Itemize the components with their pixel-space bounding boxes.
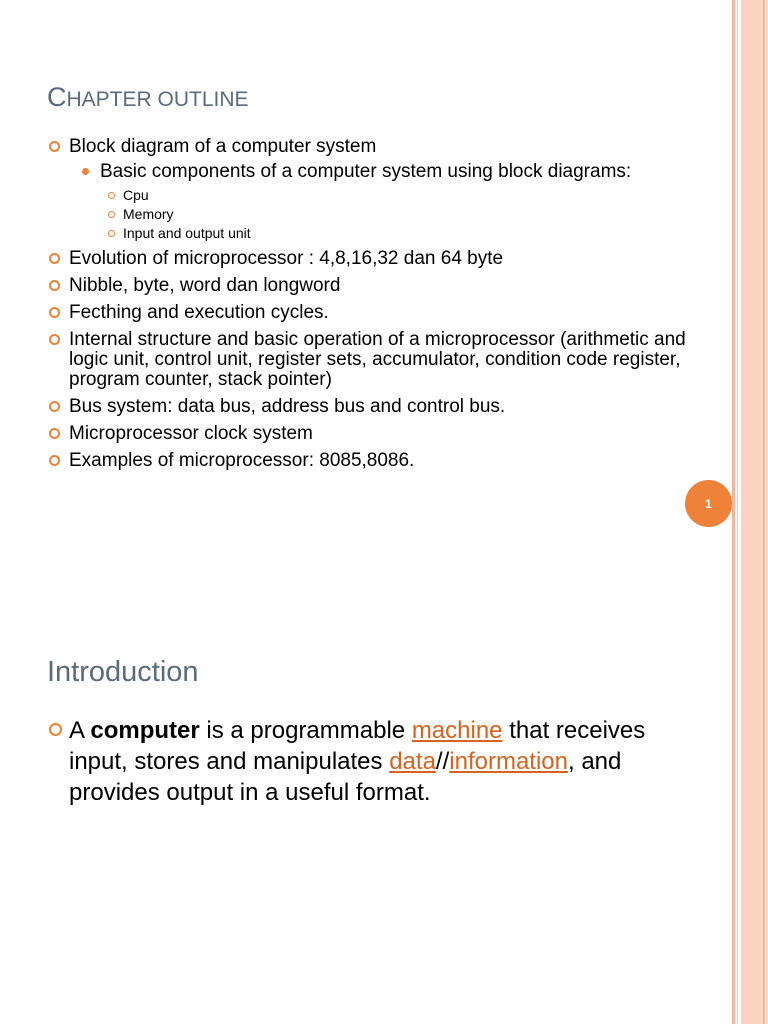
machine-link[interactable]: machine [411, 717, 503, 744]
sub-sub-list [47, 186, 687, 243]
list-item [47, 137, 687, 157]
text-run: is a programmable [199, 717, 412, 744]
title-rest: HAPTER OUTLINE [66, 88, 249, 111]
list-item-text: Fecthing and execution cycles. [69, 302, 329, 323]
sub-list-item [47, 162, 687, 182]
sub-sub-list-item-text: Input and output unit [123, 225, 251, 241]
list-item-text: Microprocessor clock system [69, 423, 313, 444]
circle-bullet-icon [49, 455, 60, 466]
page-number-badge: 1 [685, 480, 732, 527]
list-item [47, 303, 687, 323]
introduction-title: Introduction [47, 656, 199, 688]
text-run: that receives input, stores and manipulates [69, 717, 646, 775]
list-item-text: Block diagram of a computer system [69, 136, 377, 157]
list-item [47, 397, 687, 417]
data-link[interactable]: data [389, 748, 436, 775]
dot-bullet-icon [82, 168, 89, 175]
text-run: // [435, 748, 450, 775]
stripe [737, 0, 738, 1024]
list-item [47, 424, 687, 444]
sub-list-item-text: Basic components of a computer system using block diagrams: [100, 161, 632, 182]
sub-sub-list-item [47, 224, 687, 243]
chapter-outline-title [47, 84, 249, 111]
list-item [47, 249, 687, 269]
bold-term: computer [90, 717, 200, 744]
information-link[interactable]: information [449, 748, 568, 775]
small-circle-bullet-icon [108, 230, 115, 237]
circle-bullet-icon [49, 307, 60, 318]
circle-bullet-icon [49, 280, 60, 291]
list-item [47, 451, 687, 471]
small-circle-bullet-icon [108, 211, 115, 218]
stripe [732, 0, 735, 1024]
circle-bullet-icon [49, 253, 60, 264]
circle-bullet-icon [49, 723, 62, 736]
text-run: A [69, 717, 91, 744]
list-item-text: Evolution of microprocessor : 4,8,16,32 dan 64 byte [69, 248, 504, 269]
stripe [741, 0, 763, 1024]
stripe [763, 0, 765, 1024]
list-item [47, 276, 687, 296]
circle-bullet-icon [49, 428, 60, 439]
list-item-text: Examples of microprocessor: 8085,8086. [69, 450, 415, 471]
title-initial: C [47, 82, 67, 112]
circle-bullet-icon [49, 401, 60, 412]
circle-bullet-icon [49, 334, 60, 345]
text-run: , and provides output in a useful format. [69, 748, 622, 806]
decorative-side-stripes [732, 0, 768, 1024]
list-item-text: Nibble, byte, word dan longword [69, 275, 341, 296]
introduction-paragraph [47, 715, 669, 808]
list-item-text: Internal structure and basic operation of a microprocessor (arithmetic and logic unit, control unit, register sets, accumulator, condition code register, program counter, stack pointer) [69, 329, 686, 390]
list-item-text: Bus system: data bus, address bus and control bus. [69, 396, 506, 417]
chapter-outline-list [47, 137, 687, 478]
list-item [47, 330, 687, 390]
sub-sub-list-item [47, 205, 687, 224]
sub-sub-list-item [47, 186, 687, 205]
circle-bullet-icon [49, 141, 60, 152]
sub-sub-list-item-text: Memory [123, 206, 174, 222]
small-circle-bullet-icon [108, 192, 115, 199]
sub-sub-list-item-text: Cpu [123, 187, 149, 203]
